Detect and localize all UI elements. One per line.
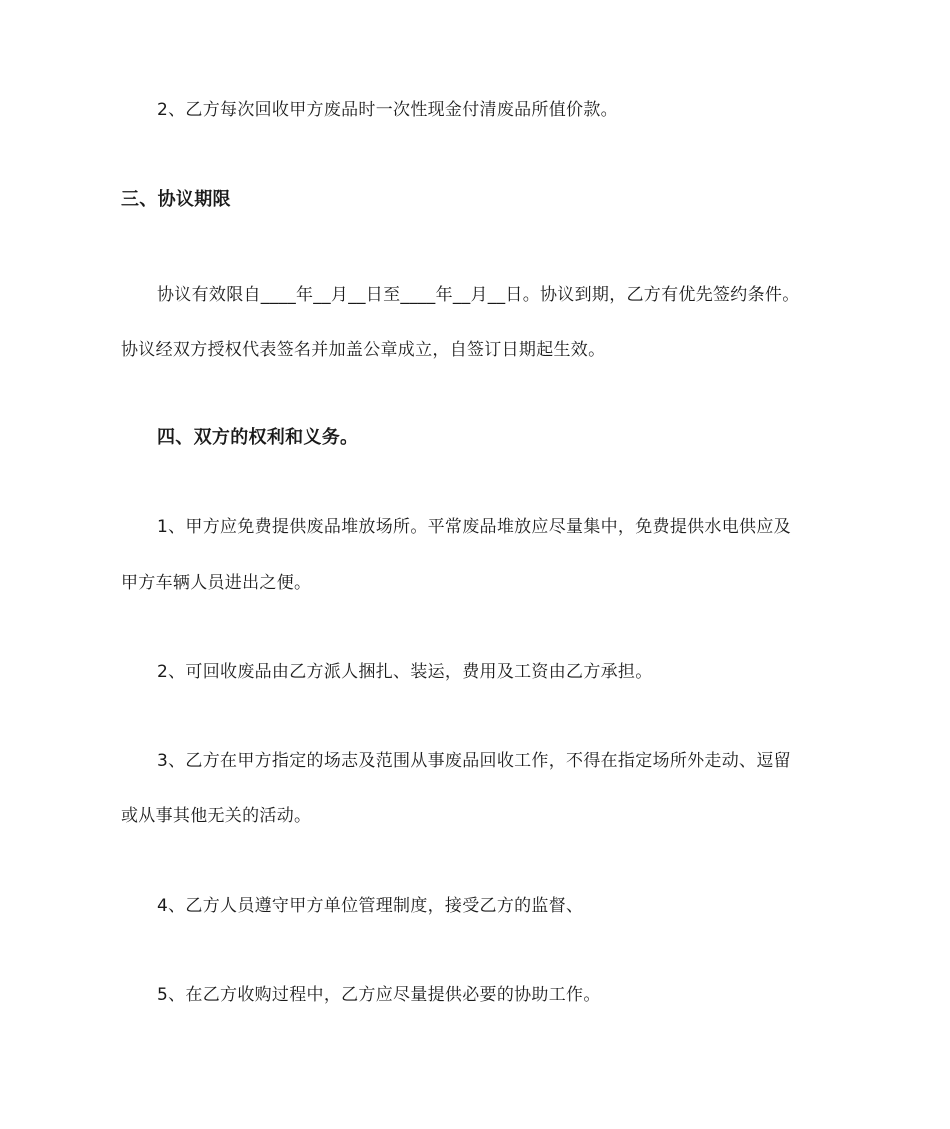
section-heading-term: 三、协议期限 [121,189,231,210]
rights-clause-4: 4、乙方人员遵守甲方单位管理制度，接受乙方的监督、 [157,896,584,916]
rights-clause-2: 2、可回收废品由乙方派人捆扎、装运，费用及工资由乙方承担。 [157,662,653,682]
rights-clause-5: 5、在乙方收购过程中，乙方应尽量提供必要的协助工作。 [157,985,601,1005]
term-paragraph-line-1: 协议有效限自____年__月__日至____年__月__日。协议到期，乙方有优先签约条件。 [157,285,800,305]
section-heading-rights: 四、双方的权利和义务。 [157,427,359,448]
rights-clause-3-line-2: 或从事其他无关的活动。 [121,806,312,826]
rights-clause-1-line-1: 1、甲方应免费提供废品堆放场所。平常废品堆放应尽量集中，免费提供水电供应及 [157,517,791,537]
rights-clause-3-line-1: 3、乙方在甲方指定的场志及范围从事废品回收工作，不得在指定场所外走动、逗留 [157,751,791,771]
clause-2-payment: 2、乙方每次回收甲方废品时一次性现金付清废品所值价款。 [157,100,618,120]
term-paragraph-line-2: 协议经双方授权代表签名并加盖公章成立，自签订日期起生效。 [121,340,606,360]
rights-clause-1-line-2: 甲方车辆人员进出之便。 [121,573,312,593]
